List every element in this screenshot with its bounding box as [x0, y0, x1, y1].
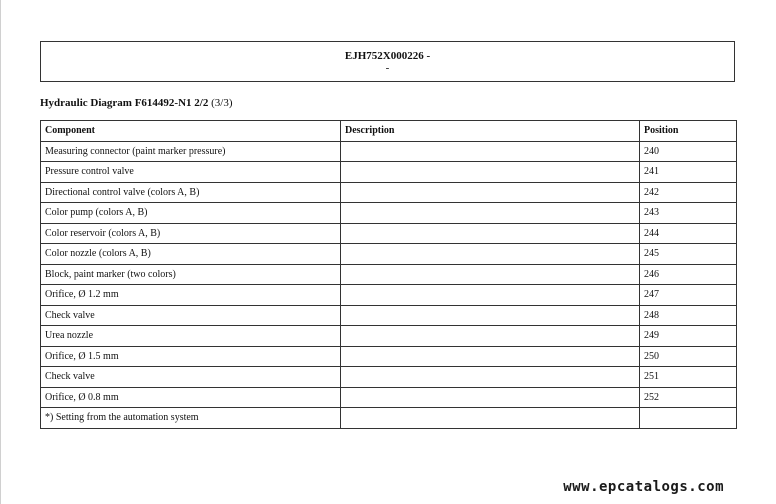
cell-position: 245 — [640, 244, 737, 265]
table-row — [41, 264, 737, 285]
cell-component: Directional control valve (colors A, B) — [41, 182, 341, 203]
page-edge — [0, 0, 1, 504]
cell-component: Color nozzle (colors A, B) — [41, 244, 341, 265]
cell-position: 249 — [640, 326, 737, 347]
cell-description — [341, 326, 640, 347]
cell-position: 244 — [640, 223, 737, 244]
cell-component: Orifice, Ø 1.5 mm — [41, 346, 341, 367]
cell-position: 250 — [640, 346, 737, 367]
table-row — [41, 203, 737, 224]
cell-component: Check valve — [41, 367, 341, 388]
cell-component: Block, paint marker (two colors) — [41, 264, 341, 285]
cell-description — [341, 141, 640, 162]
table-row — [41, 285, 737, 306]
table-row — [41, 141, 737, 162]
cell-position: 248 — [640, 305, 737, 326]
cell-description — [341, 244, 640, 265]
cell-component: Measuring connector (paint marker pressure) — [41, 141, 341, 162]
page-title — [40, 96, 233, 110]
cell-component: Pressure control valve — [41, 162, 341, 183]
cell-component: Color reservoir (colors A, B) — [41, 223, 341, 244]
cell-component: Orifice, Ø 1.2 mm — [41, 285, 341, 306]
cell-position — [640, 408, 737, 429]
table-row — [41, 408, 737, 429]
cell-position: 251 — [640, 367, 737, 388]
cell-description — [341, 182, 640, 203]
cell-description — [341, 162, 640, 183]
cell-position: 243 — [640, 203, 737, 224]
cell-component: Check valve — [41, 305, 341, 326]
column-header-description: Description — [341, 121, 640, 142]
page-title-suffix: (3/3) — [211, 97, 233, 109]
table-header-row — [41, 121, 737, 142]
document-id: EJH752X000226 - — [344, 50, 431, 62]
cell-position: 242 — [640, 182, 737, 203]
cell-component: *) Setting from the automation system — [41, 408, 341, 429]
cell-description — [341, 203, 640, 224]
cell-position: 246 — [640, 264, 737, 285]
table-row — [41, 367, 737, 388]
components-table — [40, 120, 737, 429]
column-header-position: Position — [640, 121, 737, 142]
cell-position: 240 — [640, 141, 737, 162]
document-header — [40, 41, 735, 82]
column-header-component: Component — [41, 121, 341, 142]
cell-position: 247 — [640, 285, 737, 306]
table-row — [41, 162, 737, 183]
cell-component: Orifice, Ø 0.8 mm — [41, 387, 341, 408]
cell-description — [341, 305, 640, 326]
table-row — [41, 305, 737, 326]
cell-position: 252 — [640, 387, 737, 408]
table-row — [41, 387, 737, 408]
cell-position: 241 — [640, 162, 737, 183]
table-row — [41, 223, 737, 244]
cell-description — [341, 264, 640, 285]
document-subtitle: - — [385, 62, 390, 74]
cell-description — [341, 223, 640, 244]
cell-description — [341, 285, 640, 306]
table-row — [41, 326, 737, 347]
cell-component: Color pump (colors A, B) — [41, 203, 341, 224]
cell-component: Urea nozzle — [41, 326, 341, 347]
cell-description — [341, 346, 640, 367]
cell-description — [341, 367, 640, 388]
watermark: www.epcatalogs.com — [563, 479, 724, 495]
table-row — [41, 182, 737, 203]
cell-description — [341, 387, 640, 408]
page-title-main: Hydraulic Diagram F614492-N1 2/2 — [40, 97, 209, 109]
table-row — [41, 244, 737, 265]
cell-description — [341, 408, 640, 429]
table-row — [41, 346, 737, 367]
